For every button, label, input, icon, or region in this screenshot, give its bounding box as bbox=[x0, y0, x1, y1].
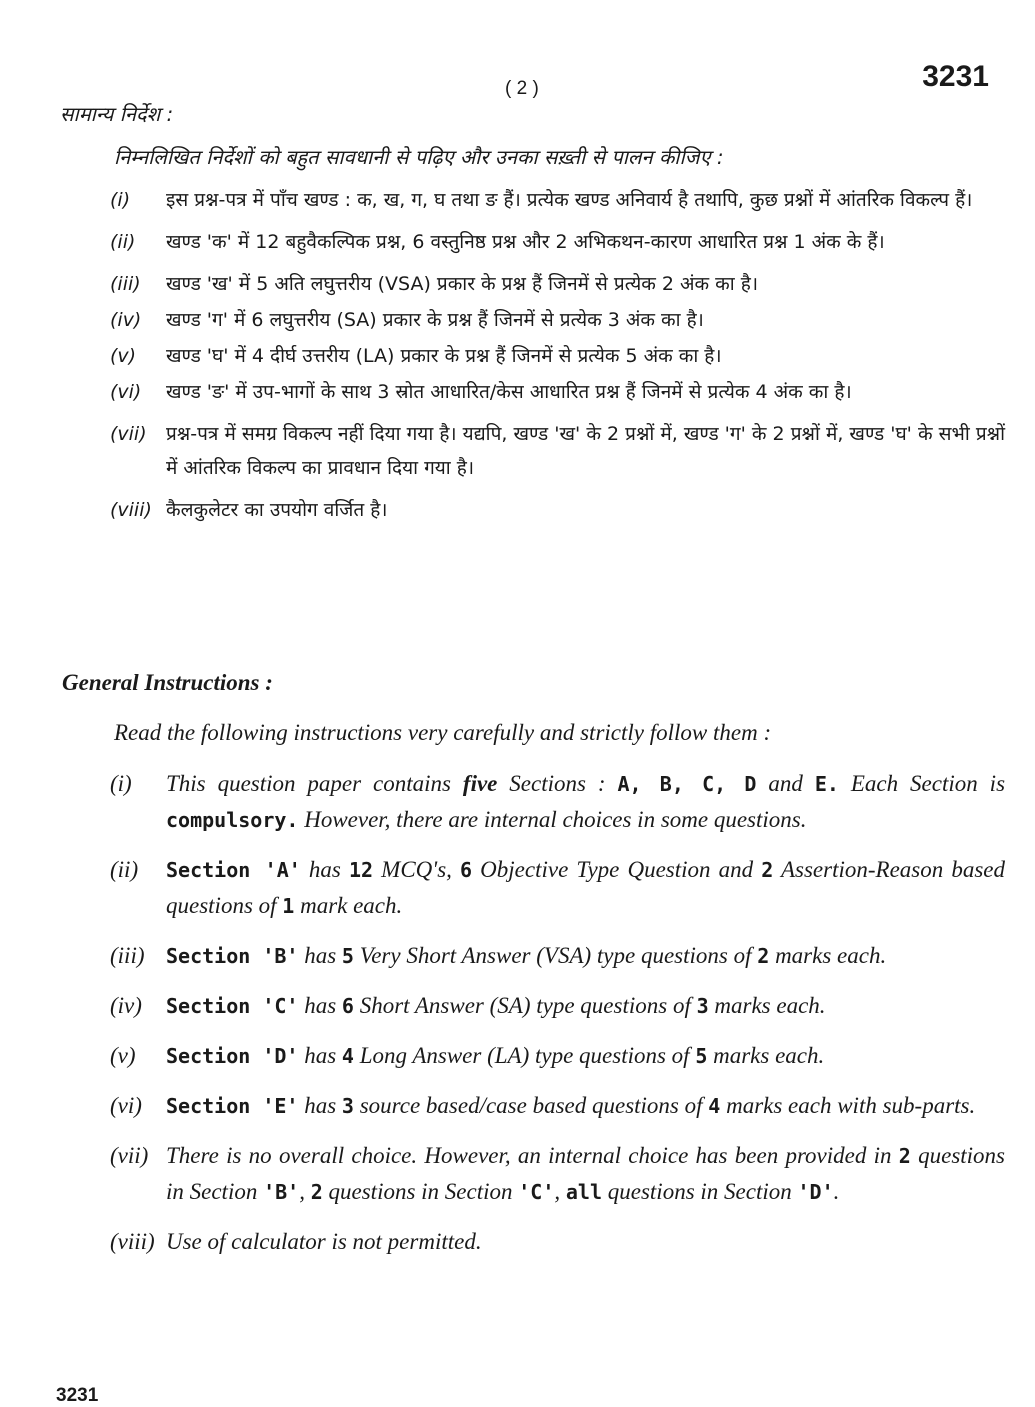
list-item bbox=[110, 267, 1005, 301]
general-instructions-heading: General Instructions : bbox=[62, 670, 273, 695]
list-item bbox=[110, 375, 1005, 409]
list-item bbox=[110, 1038, 1005, 1074]
item-text: प्रश्न-पत्र में समग्र विकल्प नहीं दिया गया है। यद्यपि, खण्ड 'ख' के 2 प्रश्नों में, खण्ड 'ग' के 2 प्रश्नों में, खण्ड 'घ' के सभी प्रश्नों में आंतरिक विकल्प का प्रावधान दिया गया है। bbox=[166, 423, 1005, 479]
list-item bbox=[110, 938, 1005, 974]
item-text: खण्ड 'ग' में 6 लघुत्तरीय (SA) प्रकार के प्रश्न हैं जिनमें से प्रत्येक 3 अंक का है। bbox=[166, 309, 704, 331]
item-number: (vii) bbox=[110, 1143, 149, 1168]
item-number: (iv) bbox=[110, 993, 142, 1018]
item-text: Section 'A' has 12 MCQ's, 6 Objective Type Question and 2 Assertion-Reason based questions of 1 mark each. bbox=[166, 857, 1006, 918]
item-text: This question paper contains five Sections : A, B, C, D and E. Each Section is compulsory. However, there are internal choices in some questions. bbox=[166, 771, 1006, 832]
general-instructions-list bbox=[110, 766, 1005, 1274]
item-number: (i) bbox=[110, 189, 131, 211]
hindi-instructions-intro: निम्नलिखित निर्देशों को बहुत सावधानी से पढ़िए और उनका सख़्ती से पालन कीजिए : bbox=[114, 145, 724, 169]
item-text: Section 'D' has 4 Long Answer (LA) type questions of 5 marks each. bbox=[166, 1043, 825, 1068]
item-number: (v) bbox=[110, 1043, 136, 1068]
list-item bbox=[110, 1138, 1005, 1210]
item-text: Use of calculator is not permitted. bbox=[166, 1229, 482, 1254]
item-number: (viii) bbox=[110, 1229, 155, 1254]
item-number: (iv) bbox=[110, 309, 142, 331]
item-text: Section 'B' has 5 Very Short Answer (VSA) type questions of 2 marks each. bbox=[166, 943, 887, 968]
list-item bbox=[110, 417, 1005, 485]
paper-code-top: 3231 bbox=[922, 60, 989, 93]
list-item bbox=[110, 493, 1005, 527]
item-text: खण्ड 'क' में 12 बहुवैकल्पिक प्रश्न, 6 वस्तुनिष्ठ प्रश्न और 2 अभिकथन-कारण आधारित प्रश्न 1 अंक के हैं। bbox=[166, 231, 885, 253]
list-item bbox=[110, 303, 1005, 337]
list-item bbox=[110, 1224, 1005, 1260]
item-number: (iii) bbox=[110, 943, 145, 968]
item-text: खण्ड 'ख' में 5 अति लघुत्तरीय (VSA) प्रकार के प्रश्न हैं जिनमें से प्रत्येक 2 अंक का है। bbox=[166, 273, 759, 295]
item-text: Section 'C' has 6 Short Answer (SA) type questions of 3 marks each. bbox=[166, 993, 826, 1018]
paper-code-bottom: 3231 bbox=[56, 1385, 99, 1406]
list-item bbox=[110, 766, 1005, 838]
item-number: (vii) bbox=[110, 423, 147, 445]
item-number: (ii) bbox=[110, 231, 136, 253]
item-text: There is no overall choice. However, an internal choice has been provided in 2 questions in Section 'B', 2 questions in Section 'C', all questions in Section 'D'. bbox=[166, 1143, 1006, 1204]
item-text: इस प्रश्न-पत्र में पाँच खण्ड : क, ख, ग, घ तथा ङ हैं। प्रत्येक खण्ड अनिवार्य है तथापि, कुछ प्रश्नों में आंतरिक विकल्प हैं। bbox=[166, 189, 973, 211]
list-item bbox=[110, 1088, 1005, 1124]
item-text: कैलकुलेटर का उपयोग वर्जित है। bbox=[166, 499, 388, 521]
item-number: (ii) bbox=[110, 857, 139, 882]
hindi-instructions-heading: सामान्य निर्देश : bbox=[60, 102, 174, 126]
item-number: (v) bbox=[110, 345, 137, 367]
hindi-instructions-list bbox=[110, 183, 1005, 535]
item-number: (vi) bbox=[110, 1093, 142, 1118]
list-item bbox=[110, 852, 1005, 924]
list-item bbox=[110, 339, 1005, 373]
item-text: खण्ड 'घ' में 4 दीर्घ उत्तरीय (LA) प्रकार के प्रश्न हैं जिनमें से प्रत्येक 5 अंक का है। bbox=[166, 345, 722, 367]
item-number: (iii) bbox=[110, 273, 141, 295]
item-text: Section 'E' has 3 source based/case based questions of 4 marks each with sub-parts. bbox=[166, 1093, 976, 1118]
item-number: (vi) bbox=[110, 381, 142, 403]
list-item bbox=[110, 225, 1005, 259]
item-text: खण्ड 'ङ' में उप-भागों के साथ 3 स्रोत आधारित/केस आधारित प्रश्न हैं जिनमें से प्रत्येक 4 अंक का है। bbox=[166, 381, 852, 403]
general-instructions-intro: Read the following instructions very carefully and strictly follow them : bbox=[114, 720, 772, 745]
page-number: ( 2 ) bbox=[505, 78, 539, 99]
item-number: (i) bbox=[110, 771, 132, 796]
item-number: (viii) bbox=[110, 499, 152, 521]
list-item bbox=[110, 183, 1005, 217]
list-item bbox=[110, 988, 1005, 1024]
